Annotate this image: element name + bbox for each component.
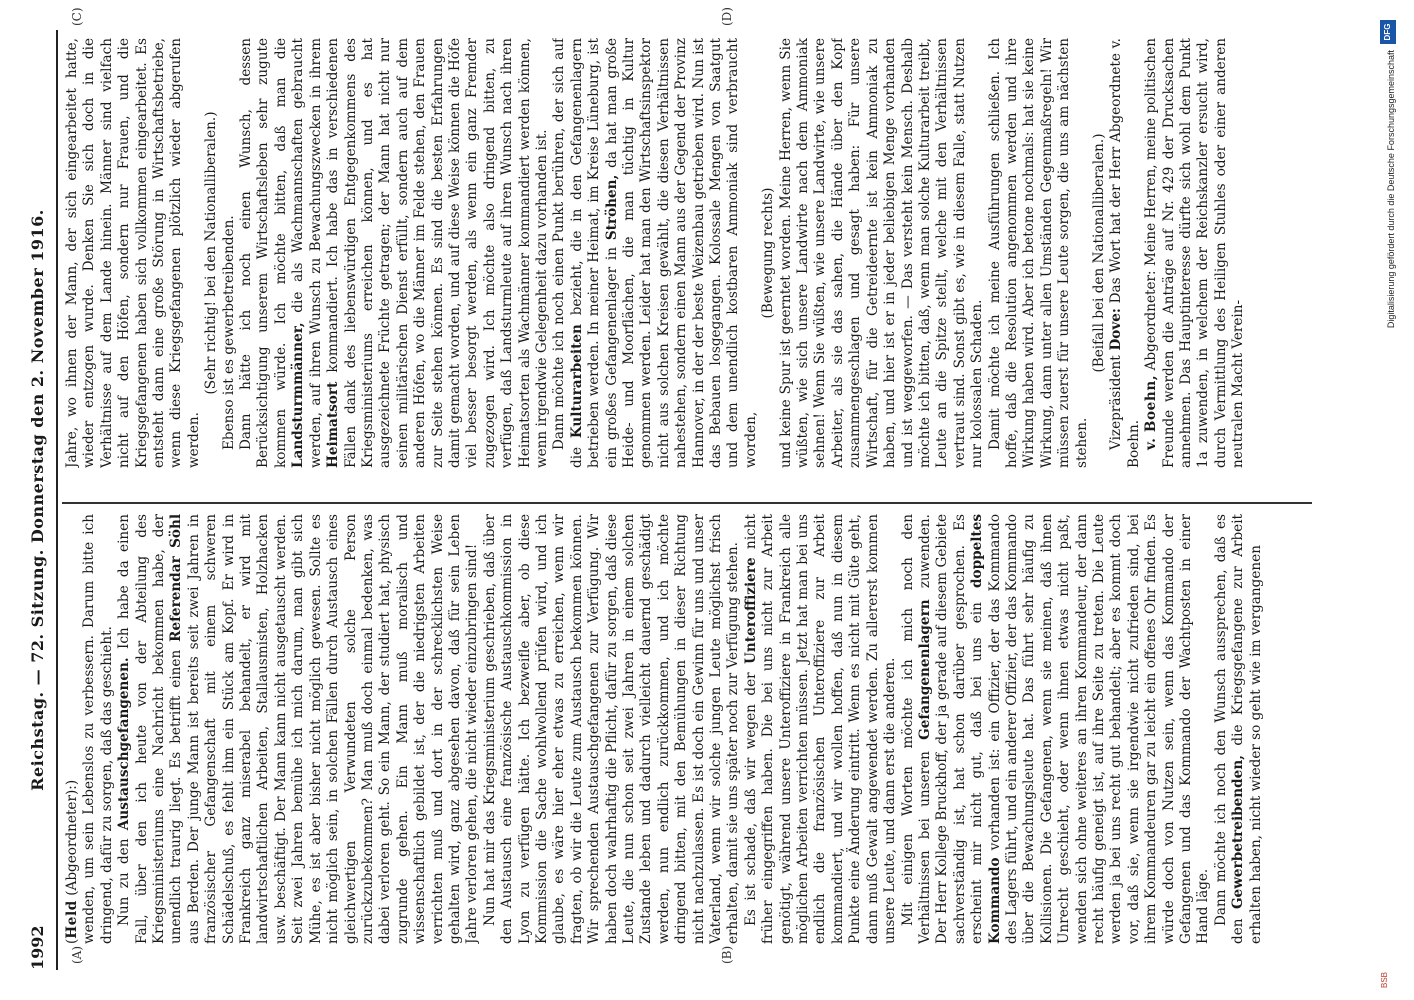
text-column-right <box>64 38 1314 468</box>
paragraph: Es ist schade, daß wir wegen der Unteroffiziere nicht früher eingegriffen haben. Die bei uns nicht zur Arbeit genötigt, während unsere Unteroffiziere in Frankreich alle möglichen Arbeiten verrichten müssen. Jetzt hat man bei uns endlich die französischen Unteroffiziere zur Arbeit kommandiert, und wir wollen hoffen, daß nun in diesem Punkte eine Änderung eintritt. Wenn es nicht mit Güte geht, dann muß Gewalt angewendet werden. Zu allererst kommen unsere Leute, und dann erst die anderen. <box>742 514 899 944</box>
dfg-logo: DFG <box>1380 20 1396 44</box>
column-divider <box>62 502 1312 504</box>
library-stamp: BSB <box>1380 971 1389 988</box>
paragraph: Dann möchte ich noch den Wunsch aussprechen, daß es den Gewerbetreibenden, die Kriegsgefangene zur Arbeit erhalten haben, nicht wieder so geht wie im vergangenen <box>1212 514 1264 944</box>
margin-marker-a: (A) <box>70 945 84 964</box>
interjection: (Beifall bei den Nationalliberalen.) <box>1090 133 1107 373</box>
speaker-name: Held <box>64 900 80 939</box>
margin-marker-c: (C) <box>70 7 84 26</box>
credit-text: Digitalisierung gefördert durch die Deutsche Forschungsgemeinschaft <box>1386 50 1396 329</box>
paragraph: Nun zu den Austauschgefangenen. Ich habe da einen Fall, über den ich heute von der Abteilung des Kriegsministeriums eine Nachricht bekommen habe, der unendlich traurig liegt. Es betrifft einen Referendar Söhl aus Berden. Der junge Mann ist bereits seit zwei Jahren in französischer Gefangenschaft mit einem schweren Schädelschuß, es fehlt ihm ein Stück am Kopf. Er wird in Frankreich ganz miserabel behandelt, er wird mit landwirtschaftlichen Arbeiten, Stallausmisten, Holzhacken usw. beschäftigt. Der Mann kann nicht ausgetauscht werden. Seit zwei Jahren bemühe ich mich darum, man gibt sich Mühe, es ist aber bisher nicht möglich gewesen. Sollte es nicht möglich sein, in solchen Fällen durch Austausch eines gleichwertigen Verwundeten solche Person zurückzubekommen? Man muß doch einmal bedenken, was dabei verloren geht. So ein Mann, der studiert hat, physisch zugrunde gehen. Ein Mann muß moralisch und wissenschaftlich gebildet ist, der die niedrigsten Arbeiten verrichten muß und dort in der schrecklichsten Weise gehalten wird, ganz abgesehen davon, daß für sein Leben Jahre verloren gehen, die nicht wieder einzubringen sind! <box>116 514 481 944</box>
paragraph: und keine Spur ist geerntet worden. Meine Herren, wenn Sie wüßten, wie sich unsere Landwirte nach dem Ammoniak sehnen! Wenn Sie wüßten, wie unsere Landwirte, wie unsere Arbeiter, als sie das sahen, die Hände über den Kopf zusammengeschlagen und gesagt haben: Für unsere Wirtschaft, für die Getreideernte ist kein Ammoniak zu haben, und hier ist er in jeder beliebigen Menge vorhanden und ist weggeworfen. — Das versteht kein Mensch. Deshalb möchte ich bitten, daß, wenn man solche Kulturarbeit treibt, Leute an die Spitze stellt, welche mit den Verhältnissen vertraut sind. Sonst gibt es, wie in diesem Falle, statt Nutzen nur kolossalen Schaden. <box>777 38 986 468</box>
paragraph: v. Boehn, Abgeordneter: Meine Herren, meine politischen Freunde werden die Anträge auf Nr. 429 der Drucksachen annehmen. Das Hauptinteresse dürfte sich wohl dem Punkt 1a zuwenden, in welchem der Reichskanzler ersucht wird, durch Vermittlung des Heiligen Stuhles oder einer anderen neutralen Macht Verein- <box>1143 38 1247 468</box>
header-rule <box>56 30 58 970</box>
margin-marker-d: (D) <box>720 7 734 26</box>
margin-marker-b: (B) <box>720 945 734 964</box>
paragraph: Dann hätte ich noch einen Wunsch, dessen Berücksichtigung unserem Wirtschaftsleben sehr zugute kommen würde. Ich möchte bitten, daß man die Landsturmmänner, die als Wachmannschaften gebraucht werden, auf ihren Wunsch zu Bewachungszwecken in ihrem Heimatsort kommandiert. Ich habe das in verschiedenen Fällen dank des liebenswürdigen Entgegenkommens des Kriegsministeriums erreichen können, und es hat ausgezeichnete Früchte getragen; der Mann hat nicht nur seinen militärischen Dienst erfüllt, sondern auch auf dem anderen Höfen, wo die Männer im Felde stehen, den Frauen zur Seite stehen können. Es sind die besten Erfahrungen damit gemacht worden, und auf diese Weise können die Höfe viel besser besorgt werden, als wenn ein ganz Fremder zugezogen wird. Ich möchte also dringend bitten, zu verfügen, daß Landsturmleute auf ihren Wunsch nach ihren Heimatsorten als Wachmänner kommandiert werden können, wenn irgendwie Gelegenheit dazu vorhanden ist. <box>238 38 550 468</box>
paragraph: (Held (Abgeordneter):) <box>64 779 80 944</box>
paragraph: Mit einigen Worten möchte ich mich noch den Verhältnissen bei unseren Gefangenenlagern zuwenden. Der Herr Kollege Bruckhoff, der ja gerade auf diesem Gebiete sachverständig ist, hat schon darüber gesprochen. Es erscheint mir nicht gut, daß bei uns ein doppeltes Kommando vorhanden ist: ein Offizier, der das Kommando des Lagers führt, und ein anderer Offizier, der das Kommando über die Bewachungsleute hat. Das führt sehr häufig zu Kollisionen. Die Gefangenen, wenn sie meinen, daß ihnen Unrecht geschieht, oder wenn ihnen etwas nicht paßt, wenden sich ohne weiteres an ihren Kommandeur, der dann recht häufig geneigt ist, auf ihre Seite zu treten. Die Leute werden ja bei uns recht gut behandelt; aber es kommt doch vor, daß sie, wenn sie irgendwie nicht zufrieden sind, bei ihrem Kommandeuren gar zu leicht ein offenes Ohr finden. Es würde doch von Nutzen sein, wenn das Kommando der Gefangenen und das Kommando der Wachtposten in einer Hand läge. <box>899 514 1212 944</box>
page-running-title: Reichstag. — 72. Sitzung. Donnerstag den 2. November 1916. <box>28 209 47 791</box>
paragraph: wenden, um sein Lebenslos zu verbessern. Darum bitte ich dringend, dafür zu sorgen, daß das geschieht. <box>81 514 115 944</box>
text-column-left <box>64 514 1314 944</box>
digitization-credit <box>1366 20 1406 440</box>
paragraph: Vizepräsident Dove: Das Wort hat der Herr Abgeordnete v. Boehn. <box>1108 38 1142 468</box>
speaker-name: v. Boehn, <box>1143 374 1160 450</box>
paragraph: Damit möchte ich meine Ausführungen schließen. Ich hoffe, daß die Resolution angenommen werden und ihre Wirkung haben wird. Aber ich betone nochmals: hat sie keine Wirkung, dann unter allen Umständen Gegenmaßregeln! Wir müssen zuerst für unsere Leute sorgen, die uns am nächsten stehen. <box>986 38 1090 468</box>
interjection: (Sehr richtig! bei den Nationalliberalen.) <box>203 111 220 395</box>
paragraph: Nun hat mir das Kriegsministerium geschrieben, daß über den Austausch eine französische Austauschkommission in Lyon zu verfügen hätte. Ich bezweifle aber, ob diese Kommission die Sache wohlwollend prüfen wird, und ich glaube, es wäre hier eher etwas zu erreichen, wenn wir fragten, ob wir die Leute zum Austausch bekommen können. Wir sprechenden Austauschgefangenen zur Verfügung. Wir haben doch wahrhaftig die Pflicht, dafür zu sorgen, daß diese Leute, die nun schon seit zwei Jahren in einem solchen Zustande leben und dadurch vielleicht dauernd geschädigt werden, nun endlich zurückkommen, und ich möchte dringend bitten, mit den Bemühungen in dieser Richtung nicht nachzulassen. Es ist doch ein Gewinn für uns und unser Vaterland, wenn wir solche jungen Leute möglichst frisch erhalten, damit sie uns später noch zur Verfügung stehen. <box>481 514 742 944</box>
page-number: 1992 <box>28 925 47 970</box>
paragraph: Dann möchte ich noch einen Punkt berühren, der sich auf die Kulturarbeiten bezieht, die in den Gefangenenlagern betrieben werden. In meiner Heimat, im Kreise Lüneburg, ist ein großes Gefangenenlager in Ströhen, da hat man große Heide- und Moorflächen, die man tüchtig in Kultur genommen werden. Leider hat man den Wirtschaftsinspektor nicht aus solchen Kreisen gewählt, die diesen Verhältnissen nahestehen, sondern einen Mann aus der Gegend der Provinz Hannover, in der der beste Weizenbau getrieben wird. Nun ist das Bebauen losgegangen. Kolossale Mengen von Saatgut und dem unendlich kostbaren Ammoniak sind verbraucht worden, <box>551 38 759 468</box>
paragraph: Jahre, wo ihnen der Mann, der sich eingearbeitet hatte, wieder entzogen wurde. Denken Sie sich doch in die Verhältnisse auf dem Lande hinein. Männer sind vielfach nicht auf den Höfen, sondern nur Frauen, und die Kriegsgefangenen haben sich vollkommen eingearbeitet. Es entsteht dann eine große Störung in Wirtschaftsbetriebe, wenn diese Kriegsgefangenen plötzlich wieder abgerufen werden. <box>64 38 202 468</box>
interjection: (Bewegung rechts) <box>760 187 777 319</box>
page-header <box>22 30 56 970</box>
paragraph: Ebenso ist es gewerbetreibenden. <box>220 215 237 450</box>
